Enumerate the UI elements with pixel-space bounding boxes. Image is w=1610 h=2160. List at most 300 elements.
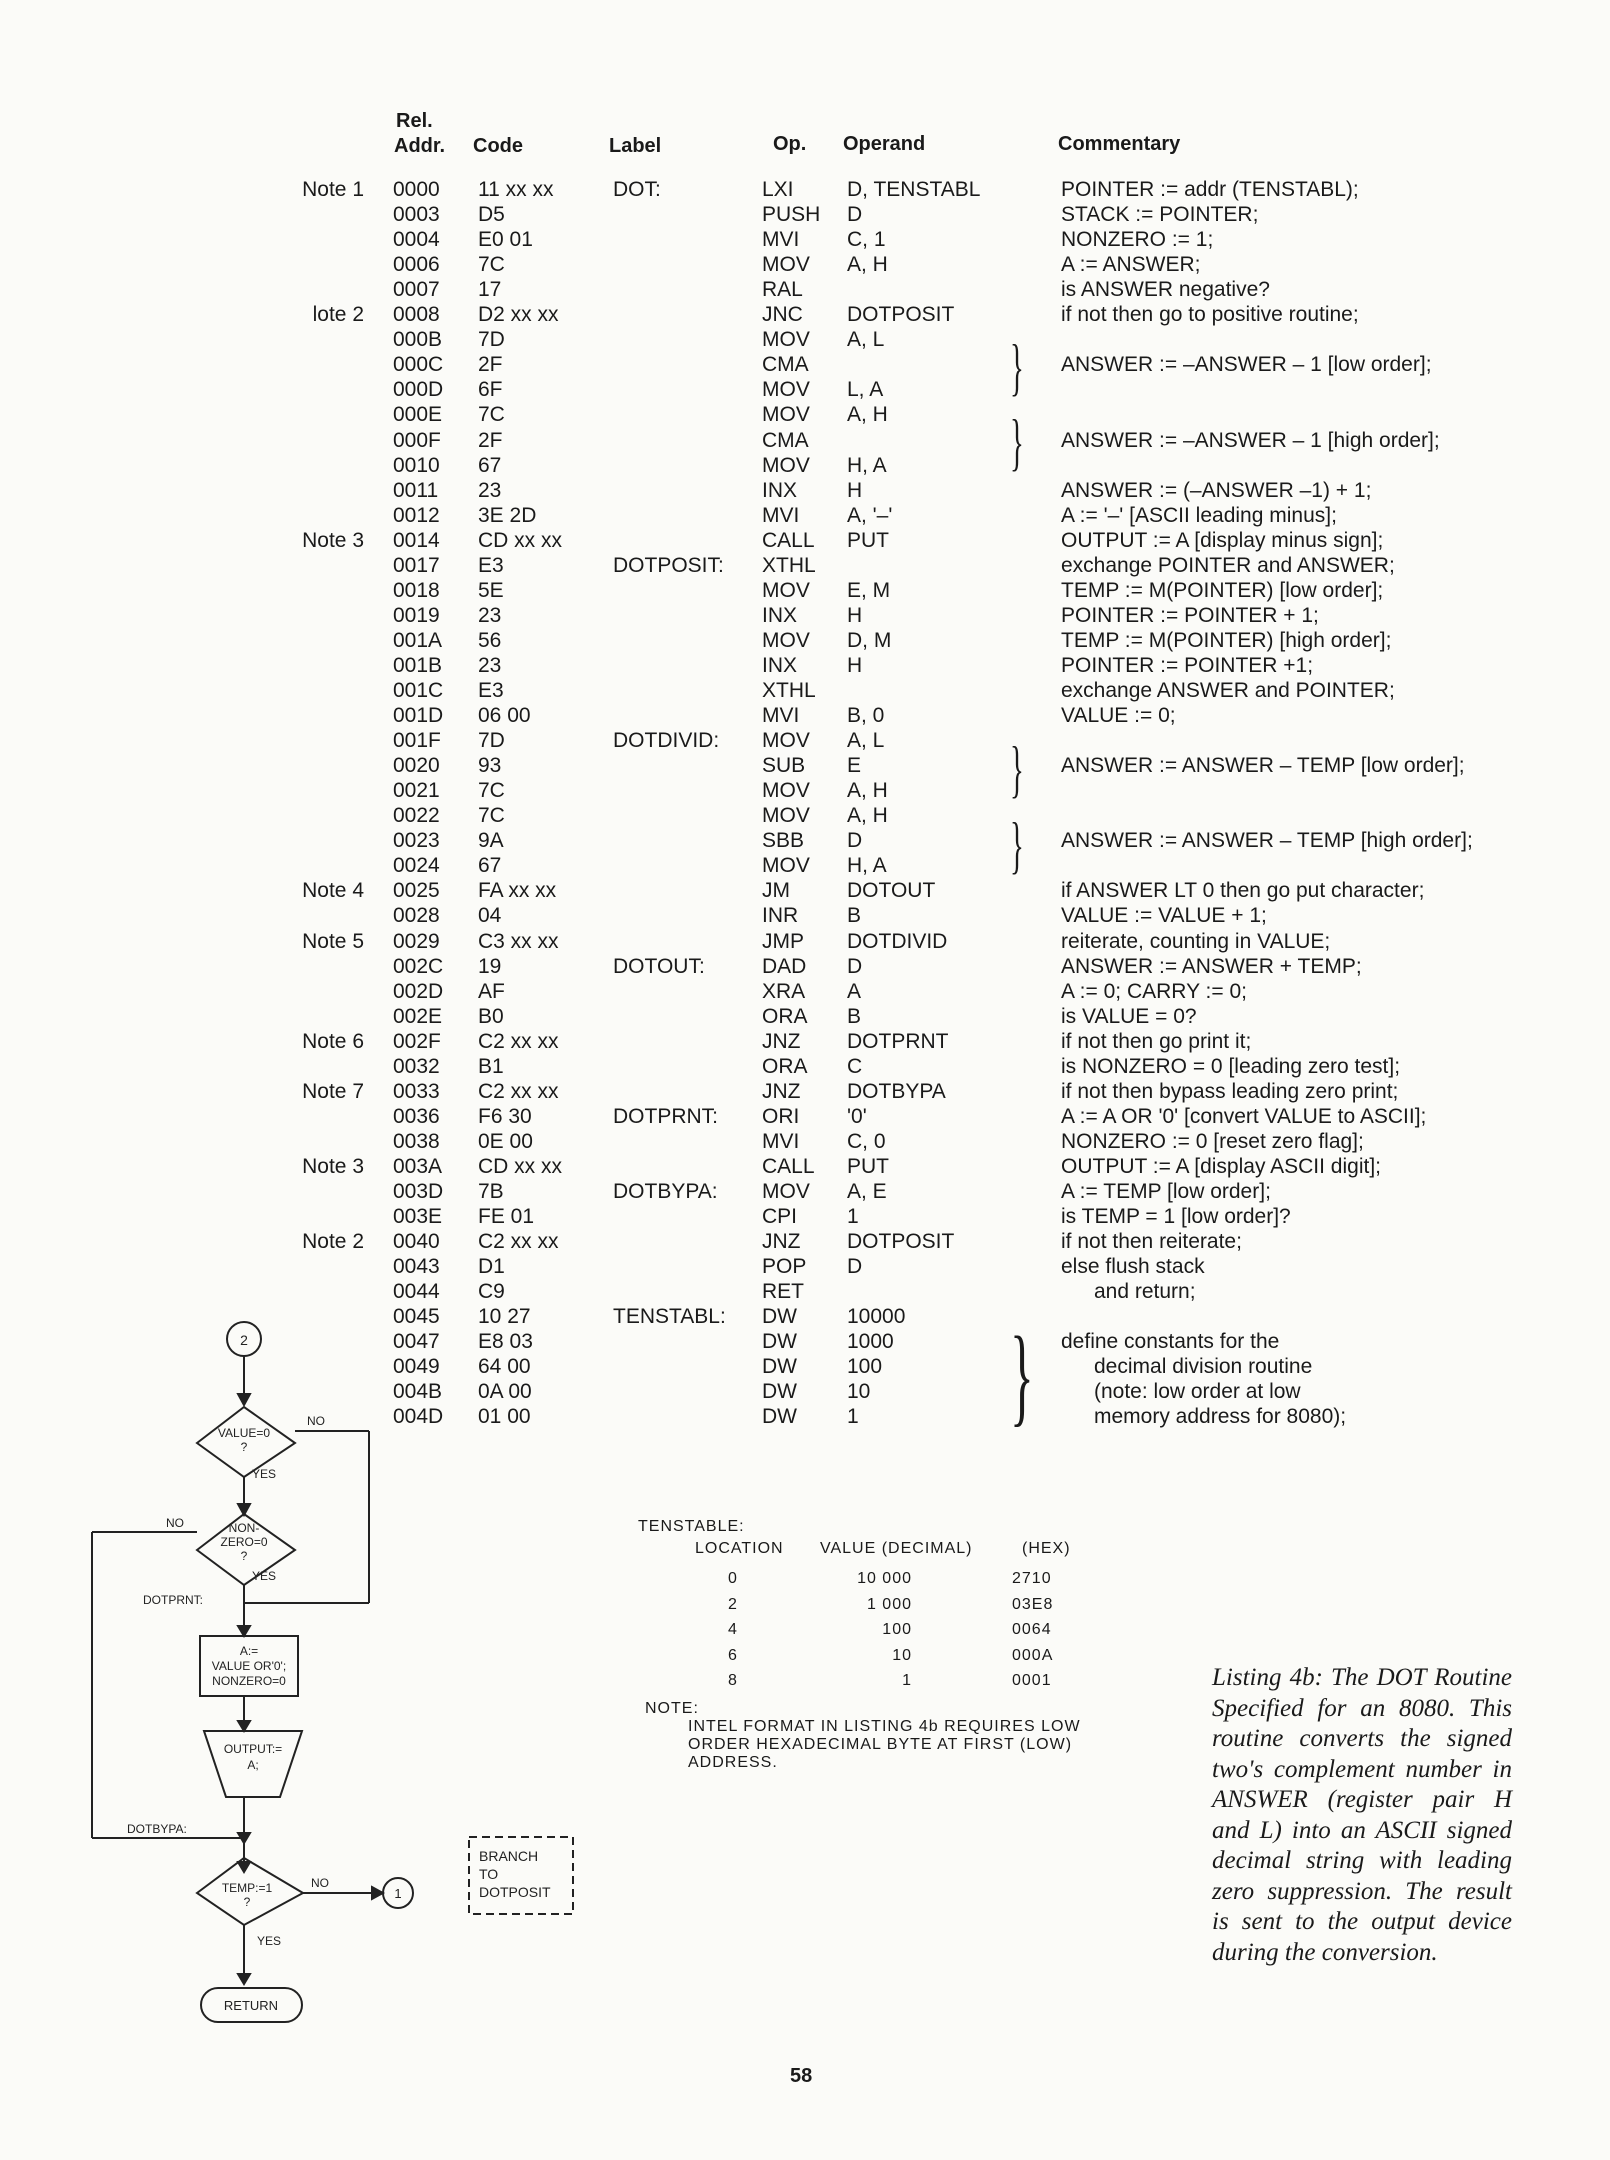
listing-note: Note 4 bbox=[302, 879, 364, 903]
listing-code: 7C bbox=[478, 253, 505, 277]
listing-label: DOTPRNT: bbox=[613, 1104, 718, 1128]
process-line: NONZERO=0 bbox=[212, 1674, 286, 1688]
listing-code: 10 27 bbox=[478, 1305, 531, 1329]
listing-code: 7C bbox=[478, 779, 505, 803]
listing-note: Note 1 bbox=[302, 178, 364, 201]
listing-op: MVI bbox=[762, 1129, 800, 1153]
listing-label: DOTPOSIT: bbox=[613, 553, 724, 577]
listing-operand: D bbox=[847, 954, 863, 978]
listing-operand: DOTPOSIT bbox=[847, 303, 955, 327]
listing-addr: 001F bbox=[393, 729, 441, 753]
brace-high-order-2: } bbox=[1010, 809, 1024, 880]
listing-operand: DOTDIVID bbox=[847, 929, 948, 953]
listing-op: MOV bbox=[762, 403, 810, 427]
tenstable-note-label: NOTE: bbox=[645, 1700, 699, 1717]
listing-operand: A, H bbox=[847, 779, 888, 803]
listing-code: B1 bbox=[478, 1054, 504, 1078]
tenstable-header-value: VALUE (DECIMAL) bbox=[820, 1540, 973, 1557]
listing-code: E3 bbox=[478, 553, 504, 577]
listing-operand: E bbox=[847, 754, 862, 778]
listing-op: MVI bbox=[762, 704, 800, 728]
listing-operand: 10000 bbox=[847, 1305, 906, 1329]
listing-op: CMA bbox=[762, 353, 809, 377]
listing-op: INX bbox=[762, 653, 798, 677]
listing-operand: PUT bbox=[847, 528, 889, 552]
listing-operand: A, E bbox=[847, 1180, 887, 1203]
listing-addr: 0040 bbox=[393, 1230, 440, 1254]
listing-code: 06 00 bbox=[478, 704, 531, 728]
listing-addr: 001D bbox=[393, 704, 444, 728]
listing-operand: 100 bbox=[847, 1355, 883, 1379]
listing-addr: 0020 bbox=[393, 754, 440, 778]
listing-op: MOV bbox=[762, 378, 810, 402]
output-line: OUTPUT:= bbox=[223, 1742, 283, 1756]
listing-code: F6 30 bbox=[478, 1104, 532, 1128]
yes-label: YES bbox=[257, 1934, 282, 1948]
tenstable-header-location: LOCATION bbox=[695, 1540, 784, 1557]
listing-addr: 003E bbox=[393, 1205, 443, 1229]
no-label: NO bbox=[166, 1516, 184, 1530]
listing-comment: is ANSWER negative? bbox=[1061, 278, 1270, 302]
listing-label: DOTOUT: bbox=[613, 954, 705, 978]
listing-addr: 0000 bbox=[393, 178, 440, 201]
listing-addr: 0038 bbox=[393, 1129, 440, 1153]
decision2-line: ZERO=0 bbox=[220, 1535, 268, 1549]
listing-comment: decimal division routine bbox=[1094, 1355, 1313, 1379]
listing-code: 19 bbox=[478, 954, 502, 978]
listing-addr: 0008 bbox=[393, 303, 440, 327]
listing-addr: 0028 bbox=[393, 904, 440, 928]
tenstable-value: 10 000 bbox=[857, 1570, 912, 1587]
listing-code: FA xx xx bbox=[478, 879, 557, 903]
listing-operand: A, L bbox=[847, 729, 885, 753]
tenstable-location: 4 bbox=[728, 1621, 738, 1638]
tenstable-header-hex: (HEX) bbox=[1022, 1540, 1071, 1557]
listing-addr: 0047 bbox=[393, 1330, 440, 1354]
listing-code: 7D bbox=[478, 328, 505, 352]
listing-comment: exchange ANSWER and POINTER; bbox=[1061, 679, 1395, 702]
listing-addr: 0025 bbox=[393, 879, 440, 903]
tenstable-hex: 03E8 bbox=[1012, 1595, 1054, 1613]
listing-op: DW bbox=[762, 1330, 797, 1354]
listing-op: DAD bbox=[762, 954, 807, 978]
brace-constants: } bbox=[1010, 1314, 1034, 1436]
listing-comment: ANSWER := ANSWER + TEMP; bbox=[1061, 954, 1362, 978]
listing-addr: 0014 bbox=[393, 528, 440, 552]
listing-code: 56 bbox=[478, 628, 502, 652]
dotprnt-label: DOTPRNT: bbox=[143, 1593, 203, 1607]
listing-code: 6F bbox=[478, 378, 503, 402]
listing-addr: 0006 bbox=[393, 253, 440, 277]
tenstable-note-line: INTEL FORMAT IN LISTING 4b REQUIRES LOW bbox=[688, 1718, 1081, 1735]
listing-comment: A := ANSWER; bbox=[1061, 253, 1201, 277]
listing-code: D2 xx xx bbox=[478, 303, 559, 327]
listing-operand: H, A bbox=[847, 453, 887, 477]
listing-operand: B bbox=[847, 1004, 862, 1028]
listing-addr: 000B bbox=[393, 328, 443, 352]
listing-code: B0 bbox=[478, 1004, 504, 1028]
listing-comment: TEMP := M(POINTER) [high order]; bbox=[1061, 628, 1392, 652]
listing-comment: NONZERO := 0 [reset zero flag]; bbox=[1061, 1129, 1364, 1153]
tenstable-value: 1 000 bbox=[866, 1595, 912, 1613]
listing-code: 7D bbox=[478, 729, 505, 753]
listing-addr: 0043 bbox=[393, 1255, 440, 1279]
listing-addr: 001C bbox=[393, 679, 444, 702]
listing-operand: E, M bbox=[847, 578, 891, 602]
listing-code: C2 xx xx bbox=[478, 1029, 559, 1053]
listing-code: 64 00 bbox=[478, 1355, 531, 1379]
tenstable-location: 2 bbox=[728, 1595, 738, 1613]
listing-operand: A bbox=[847, 979, 862, 1003]
listing-comment: is TEMP = 1 [low order]? bbox=[1061, 1205, 1291, 1229]
listing-code: 9A bbox=[478, 829, 504, 853]
listing-comment: (note: low order at low bbox=[1094, 1380, 1301, 1404]
listing-op: ORI bbox=[762, 1104, 800, 1128]
listing-op: XTHL bbox=[762, 679, 816, 702]
listing-comment: if not then go to positive routine; bbox=[1061, 303, 1359, 327]
tenstable-hex: 2710 bbox=[1012, 1570, 1052, 1587]
listing-addr: 0010 bbox=[393, 453, 440, 477]
listing-comment: A := '–' [ASCII leading minus]; bbox=[1061, 503, 1337, 527]
listing-comment: reiterate, counting in VALUE; bbox=[1061, 929, 1331, 953]
brace-low-order-1: } bbox=[1010, 331, 1024, 402]
listing-operand: 1 bbox=[847, 1205, 859, 1229]
listing-operand: A, H bbox=[847, 804, 888, 828]
branch-box-line: TO bbox=[479, 1866, 499, 1882]
listing-code: 17 bbox=[478, 278, 502, 302]
listing-label: DOTDIVID: bbox=[613, 729, 720, 753]
listing-note: Note 3 bbox=[302, 528, 364, 552]
listing-code: 2F bbox=[478, 353, 503, 377]
decision1-line: ? bbox=[240, 1440, 248, 1454]
listing-addr: 000C bbox=[393, 353, 444, 377]
listing-comment: define constants for the bbox=[1061, 1330, 1280, 1354]
listing-code: C2 xx xx bbox=[478, 1079, 559, 1103]
listing-code: 01 00 bbox=[478, 1405, 531, 1429]
listing-addr: 0019 bbox=[393, 603, 440, 627]
listing-addr: 0011 bbox=[393, 478, 439, 502]
listing-note: Note 7 bbox=[302, 1079, 364, 1103]
listing-comment: else flush stack bbox=[1061, 1255, 1205, 1279]
listing-addr: 0017 bbox=[393, 553, 440, 577]
listing-comment: memory address for 8080); bbox=[1094, 1405, 1347, 1429]
tenstable-location: 8 bbox=[728, 1672, 738, 1689]
return-label: RETURN bbox=[223, 1998, 279, 2013]
listing-addr: 0032 bbox=[393, 1054, 440, 1078]
listing-addr: 0029 bbox=[393, 929, 440, 953]
decision3-line: TEMP:=1 bbox=[221, 1881, 273, 1895]
listing-op: INX bbox=[762, 478, 798, 502]
listing-code: 7C bbox=[478, 804, 505, 828]
listing-op: JNZ bbox=[762, 1029, 801, 1053]
listing-comment: POINTER := POINTER + 1; bbox=[1061, 603, 1319, 627]
listing-operand: DOTOUT bbox=[847, 879, 936, 903]
tenstable-hex: 0001 bbox=[1012, 1672, 1052, 1689]
tenstable-hex: 0064 bbox=[1012, 1621, 1052, 1638]
listing-addr: 0018 bbox=[393, 578, 440, 602]
listing-code: C2 xx xx bbox=[478, 1230, 559, 1254]
listing-op: MVI bbox=[762, 228, 800, 252]
tenstable-value: 1 bbox=[902, 1672, 912, 1689]
listing-code: 0A 00 bbox=[478, 1380, 532, 1404]
listing-code: FE 01 bbox=[478, 1205, 535, 1229]
listing-op: MOV bbox=[762, 779, 810, 803]
listing-code: 23 bbox=[478, 603, 502, 627]
listing-op: RAL bbox=[762, 278, 803, 302]
process-line: A:= bbox=[239, 1644, 259, 1658]
listing-op: CALL bbox=[762, 1154, 815, 1178]
listing-addr: 0003 bbox=[393, 203, 440, 227]
listing-code: E8 03 bbox=[478, 1330, 533, 1354]
listing-operand: A, L bbox=[847, 328, 885, 352]
listing-addr: 0049 bbox=[393, 1355, 440, 1379]
tenstable-location: 0 bbox=[728, 1570, 738, 1587]
listing-addr: 0004 bbox=[393, 228, 440, 252]
listing-op: JM bbox=[762, 879, 790, 903]
listing-operand: C, 1 bbox=[847, 228, 886, 252]
listing-comment: TEMP := M(POINTER) [low order]; bbox=[1061, 578, 1384, 602]
listing-addr: 0023 bbox=[393, 829, 440, 853]
listing-operand: A, H bbox=[847, 253, 888, 277]
listing-addr: 002E bbox=[393, 1004, 443, 1028]
decision2-line: ? bbox=[240, 1549, 248, 1563]
listing-addr: 004B bbox=[393, 1380, 443, 1404]
listing-code: E3 bbox=[478, 679, 504, 702]
listing-note: Note 3 bbox=[302, 1154, 364, 1178]
listing-comment: A := 0; CARRY := 0; bbox=[1061, 979, 1247, 1003]
listing-addr: 003A bbox=[393, 1154, 443, 1178]
listing-code: 3E 2D bbox=[478, 503, 537, 527]
listing-code: D5 bbox=[478, 203, 505, 227]
listing-addr: 0022 bbox=[393, 804, 440, 828]
listing-code: AF bbox=[478, 979, 505, 1003]
listing-comment: NONZERO := 1; bbox=[1061, 228, 1214, 252]
decision1-line: VALUE=0 bbox=[217, 1426, 271, 1440]
listing-addr: 0012 bbox=[393, 503, 440, 527]
listing-note: Note 2 bbox=[302, 1230, 364, 1254]
listing-note: Note 6 bbox=[302, 1029, 364, 1053]
listing-comment: ANSWER := ANSWER – TEMP [high order]; bbox=[1061, 829, 1473, 853]
listing-comment: STACK := POINTER; bbox=[1061, 203, 1259, 227]
listing-note: lote 2 bbox=[312, 303, 364, 327]
listing-operand: PUT bbox=[847, 1154, 889, 1178]
listing-operand: B, 0 bbox=[847, 704, 885, 728]
listing-addr: 000E bbox=[393, 403, 443, 427]
header-op: Op. bbox=[773, 133, 807, 155]
listing-operand: 10 bbox=[847, 1380, 871, 1404]
listing-op: MOV bbox=[762, 628, 810, 652]
listing-operand: '0' bbox=[847, 1104, 867, 1128]
listing-code: 2F bbox=[478, 428, 503, 452]
listing-code: 11 xx xx bbox=[478, 178, 554, 201]
listing-addr: 003D bbox=[393, 1180, 444, 1203]
listing-comment: if not then reiterate; bbox=[1061, 1230, 1242, 1254]
listing-comment: ANSWER := –ANSWER – 1 [low order]; bbox=[1061, 353, 1432, 377]
no-label: NO bbox=[311, 1876, 329, 1890]
listing-op: DW bbox=[762, 1355, 797, 1379]
connector-2-label: 2 bbox=[240, 1332, 248, 1348]
listing-comment: OUTPUT := A [display ASCII digit]; bbox=[1061, 1154, 1381, 1178]
listing-op: CMA bbox=[762, 428, 809, 452]
listing-addr: 001B bbox=[393, 653, 443, 677]
listing-addr: 0036 bbox=[393, 1104, 440, 1128]
listing-op: SUB bbox=[762, 754, 806, 778]
decision3-line: ? bbox=[243, 1895, 251, 1909]
listing-comment: ANSWER := –ANSWER – 1 [high order]; bbox=[1061, 428, 1440, 452]
listing-addr: 000F bbox=[393, 428, 441, 452]
header-label: Label bbox=[609, 135, 662, 157]
listing-op: MOV bbox=[762, 578, 810, 602]
listing-comment: is VALUE = 0? bbox=[1061, 1004, 1197, 1028]
listing-op: DW bbox=[762, 1380, 797, 1404]
listing-comment: A := A OR '0' [convert VALUE to ASCII]; bbox=[1061, 1104, 1427, 1128]
listing-op: POP bbox=[762, 1255, 807, 1279]
listing-op: JNZ bbox=[762, 1230, 801, 1254]
listing-code: E0 01 bbox=[478, 228, 533, 252]
listing-operand: D bbox=[847, 203, 863, 227]
listing-code: 04 bbox=[478, 904, 502, 928]
listing-addr: 000D bbox=[393, 378, 444, 402]
listing-op: MOV bbox=[762, 253, 810, 277]
header-commentary: Commentary bbox=[1058, 133, 1181, 155]
listing-op: JNZ bbox=[762, 1079, 801, 1103]
tenstable-note-line: ORDER HEXADECIMAL BYTE AT FIRST (LOW) bbox=[688, 1736, 1073, 1753]
listing-code: 7C bbox=[478, 403, 505, 427]
listing-comment: POINTER := POINTER +1; bbox=[1061, 653, 1314, 677]
listing-code: 93 bbox=[478, 754, 502, 778]
listing-comment: exchange POINTER and ANSWER; bbox=[1061, 553, 1395, 577]
listing-op: ORA bbox=[762, 1004, 808, 1028]
listing-op: XRA bbox=[762, 979, 806, 1003]
listing-operand: 1000 bbox=[847, 1330, 894, 1354]
listing-code: 7B bbox=[478, 1180, 504, 1203]
listing-op: JMP bbox=[762, 929, 804, 953]
listing-comment: OUTPUT := A [display minus sign]; bbox=[1061, 528, 1384, 552]
no-label: NO bbox=[307, 1414, 325, 1428]
listing-note: Note 5 bbox=[302, 929, 364, 953]
listing-comment: A := TEMP [low order]; bbox=[1061, 1180, 1271, 1203]
listing-code: C3 xx xx bbox=[478, 929, 559, 953]
listing-comment: is NONZERO = 0 [leading zero test]; bbox=[1061, 1054, 1401, 1078]
listing-op: MOV bbox=[762, 729, 810, 753]
listing-comment: VALUE := VALUE + 1; bbox=[1061, 904, 1267, 928]
listing-op: JNC bbox=[762, 303, 803, 327]
listing-op: SBB bbox=[762, 829, 805, 853]
listing-addr: 004D bbox=[393, 1405, 444, 1429]
dotbypa-label: DOTBYPA: bbox=[127, 1822, 187, 1836]
listing-op: MOV bbox=[762, 328, 810, 352]
branch-box-line: BRANCH bbox=[479, 1848, 539, 1864]
listing-op: INR bbox=[762, 904, 799, 928]
connector-1-label: 1 bbox=[394, 1886, 402, 1901]
brace-high-order-1: } bbox=[1010, 406, 1024, 477]
listing-addr: 0033 bbox=[393, 1079, 440, 1103]
listing-addr: 002C bbox=[393, 954, 444, 978]
listing-op: CALL bbox=[762, 528, 815, 552]
listing-comment: POINTER := addr (TENSTABL); bbox=[1061, 178, 1359, 201]
listing-op: PUSH bbox=[762, 203, 821, 227]
listing-comment: ANSWER := (–ANSWER –1) + 1; bbox=[1061, 478, 1372, 502]
listing-op: DW bbox=[762, 1405, 797, 1429]
listing-addr: 0044 bbox=[393, 1280, 440, 1304]
listing-operand: H bbox=[847, 603, 863, 627]
listing-operand: C, 0 bbox=[847, 1129, 886, 1153]
listing-addr: 001A bbox=[393, 628, 443, 652]
listing-code: D1 bbox=[478, 1255, 505, 1279]
listing-comment: if ANSWER LT 0 then go put character; bbox=[1061, 879, 1425, 903]
listing-code: 67 bbox=[478, 453, 502, 477]
listing-code: CD xx xx bbox=[478, 1154, 562, 1178]
listing-operand: L, A bbox=[847, 378, 884, 402]
header-addr: Addr. bbox=[394, 135, 446, 157]
listing-comment: VALUE := 0; bbox=[1061, 704, 1176, 728]
listing-addr: 002D bbox=[393, 979, 444, 1003]
listing-op: RET bbox=[762, 1280, 804, 1304]
tenstable-location: 6 bbox=[728, 1646, 738, 1664]
listing-comment: and return; bbox=[1094, 1280, 1196, 1304]
listing-addr: 0045 bbox=[393, 1305, 440, 1329]
yes-label: YES bbox=[252, 1569, 277, 1583]
listing-label: TENSTABL: bbox=[613, 1305, 726, 1329]
listing-code: 23 bbox=[478, 653, 502, 677]
listing-op: MVI bbox=[762, 503, 800, 527]
listing-addr: 0007 bbox=[393, 278, 440, 302]
listing-operand: D bbox=[847, 1255, 863, 1279]
output-line: A; bbox=[247, 1758, 259, 1772]
brace-low-order-2: } bbox=[1010, 733, 1024, 804]
listing-op: LXI bbox=[762, 178, 794, 201]
decision2-line: NON- bbox=[228, 1521, 260, 1535]
listing-operand: D bbox=[847, 829, 863, 853]
listing-label: DOT: bbox=[613, 178, 661, 201]
listing-code: C9 bbox=[478, 1280, 505, 1304]
listing-addr: 0024 bbox=[393, 854, 440, 878]
listing-addr: 002F bbox=[393, 1029, 441, 1053]
listing-label: DOTBYPA: bbox=[613, 1180, 718, 1203]
listing-comment: if not then bypass leading zero print; bbox=[1061, 1079, 1399, 1103]
header-code: Code bbox=[473, 135, 523, 157]
listing-op: MOV bbox=[762, 1180, 810, 1203]
listing-op: XTHL bbox=[762, 553, 816, 577]
listing-op: DW bbox=[762, 1305, 797, 1329]
listing-caption: Listing 4b: The DOT Routine Specified for an 8080. This routine converts the signed two's complement number in ANSWER (register pair H and L) into an ASCII signed decimal string with leading zero suppression. The result is sent to the output device during the conversion. bbox=[1212, 1664, 1512, 1966]
listing-op: INX bbox=[762, 603, 798, 627]
listing-operand: C bbox=[847, 1054, 863, 1078]
header-rel: Rel. bbox=[396, 110, 433, 132]
listing-op: CPI bbox=[762, 1205, 798, 1229]
listing-operand: H bbox=[847, 478, 863, 502]
tenstable-hex: 000A bbox=[1012, 1646, 1054, 1664]
process-line: VALUE OR'0'; bbox=[211, 1659, 287, 1673]
listing-addr: 0021 bbox=[393, 779, 440, 803]
listing-operand: H bbox=[847, 653, 863, 677]
listing-comment: if not then go print it; bbox=[1061, 1029, 1252, 1053]
listing-operand: B bbox=[847, 904, 862, 928]
tenstable-value: 100 bbox=[882, 1621, 912, 1638]
listing-operand: DOTPOSIT bbox=[847, 1230, 955, 1254]
tenstable-note-line: ADDRESS. bbox=[688, 1754, 778, 1771]
listing-operand: 1 bbox=[847, 1405, 859, 1429]
listing-op: MOV bbox=[762, 453, 810, 477]
listing-operand: H, A bbox=[847, 854, 887, 878]
listing-operand: DOTBYPA bbox=[847, 1079, 946, 1103]
listing-op: ORA bbox=[762, 1054, 808, 1078]
listing-comment: ANSWER := ANSWER – TEMP [low order]; bbox=[1061, 754, 1465, 778]
listing-op: MOV bbox=[762, 854, 810, 878]
tenstable-title: TENSTABLE: bbox=[638, 1518, 745, 1535]
listing-code: 0E 00 bbox=[478, 1129, 533, 1153]
listing-operand: DOTPRNT bbox=[847, 1029, 949, 1053]
